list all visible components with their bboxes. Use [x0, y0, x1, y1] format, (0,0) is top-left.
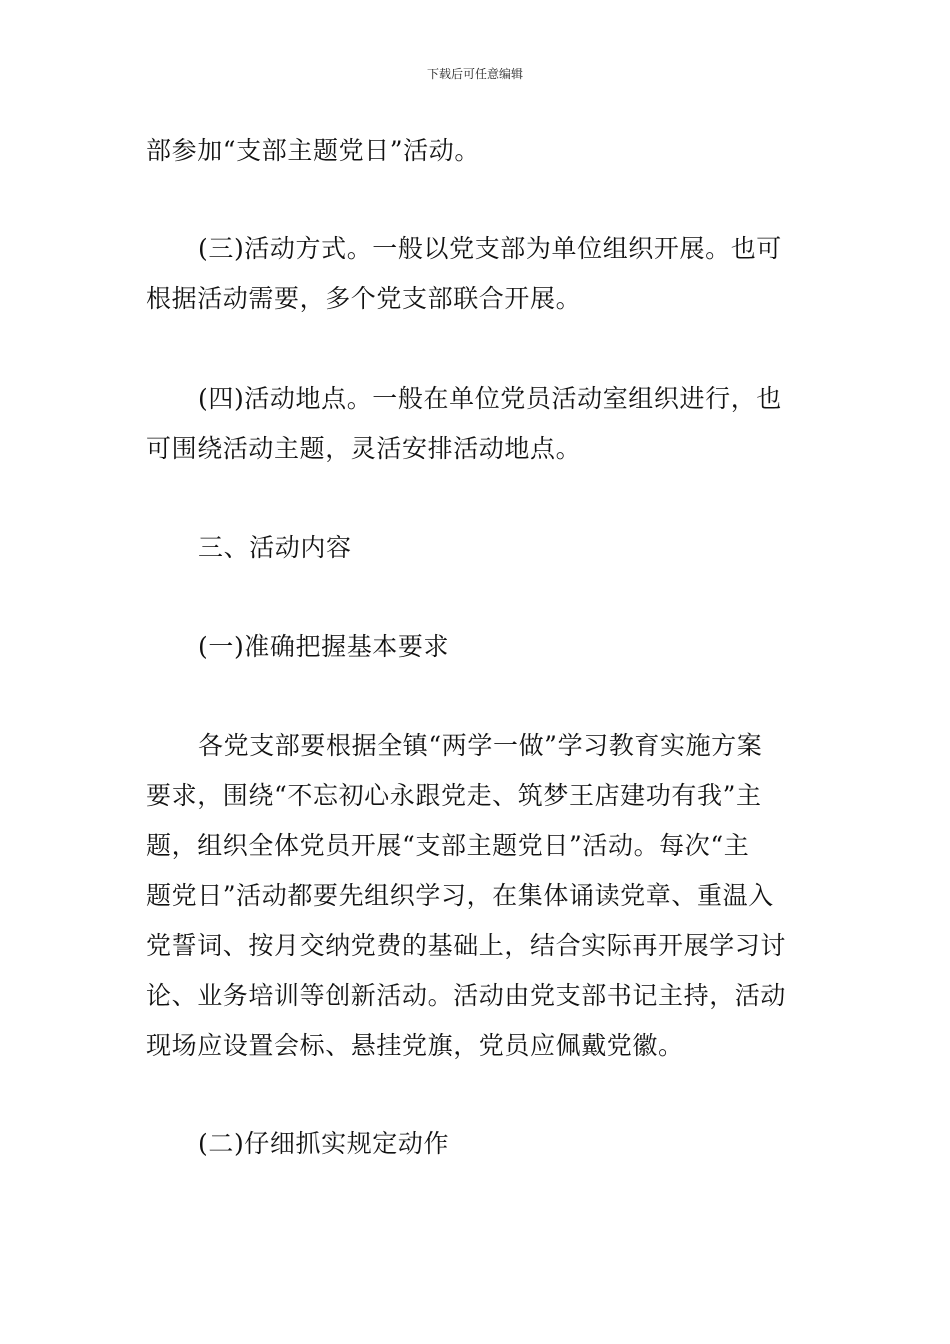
paragraph-line: 题，组织全体党员开展“支部主题党日”活动。每次“主	[146, 831, 750, 860]
subsection-heading: (一)准确把握基本要求	[198, 632, 450, 661]
paragraph-line: 现场应设置会标、悬挂党旗，党员应佩戴党徽。	[146, 1031, 684, 1060]
paragraph-line: 论、业务培训等创新活动。活动由党支部书记主持，活动	[146, 981, 787, 1010]
paragraph-line: 可围绕活动主题，灵活安排活动地点。	[146, 434, 582, 463]
paragraph-line: 部参加“支部主题党日”活动。	[146, 136, 480, 165]
page-header: 下载后可任意编辑	[426, 67, 523, 81]
paragraph-line: 要求，围绕“不忘初心永跟党走、筑梦王店建功有我”主	[146, 781, 762, 810]
section-heading: 三、活动内容	[198, 533, 352, 562]
paragraph-line: 各党支部要根据全镇“两学一做”学习教育实施方案	[198, 731, 763, 760]
paragraph-line: 党誓词、按月交纳党费的基础上，结合实际再开展学习讨	[146, 931, 787, 960]
paragraph-line: 根据活动需要，多个党支部联合开展。	[146, 284, 582, 313]
paragraph-line: (三)活动方式。一般以党支部为单位组织开展。也可	[198, 234, 782, 263]
subsection-heading: (二)仔细抓实规定动作	[198, 1129, 450, 1158]
paragraph-line: (四)活动地点。一般在单位党员活动室组织进行，也	[198, 384, 782, 413]
paragraph-line: 题党日”活动都要先组织学习，在集体诵读党章、重温入	[146, 881, 774, 910]
